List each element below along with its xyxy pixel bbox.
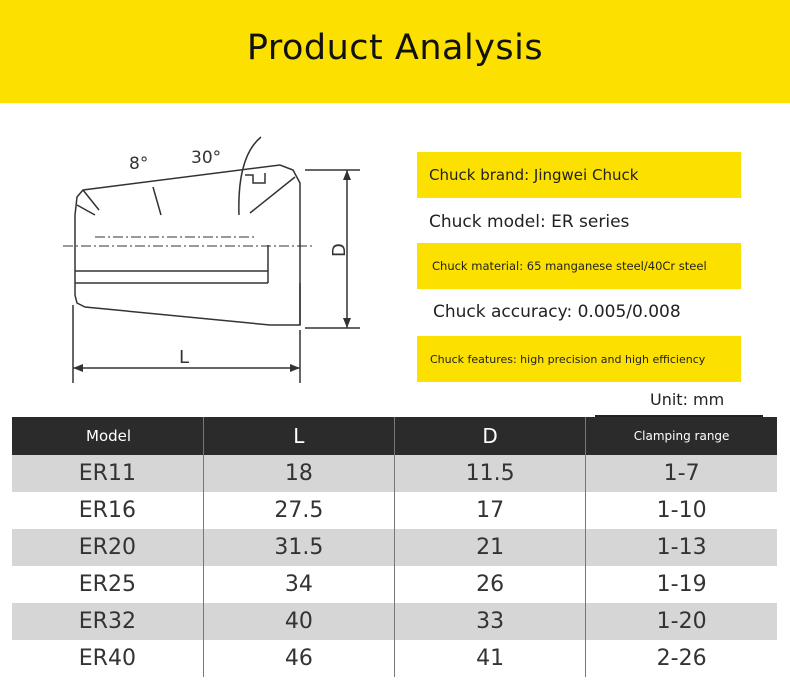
table-row [12, 529, 777, 566]
header-model: Model [12, 417, 203, 455]
cell-clamping-range: 1-7 [586, 455, 777, 492]
cell-d: 17 [395, 492, 586, 529]
table-row [12, 455, 777, 492]
cell-d: 41 [395, 640, 586, 677]
angle-8-label: 8° [129, 154, 149, 174]
cell-d: 11.5 [395, 455, 586, 492]
cell-l: 46 [203, 640, 394, 677]
cell-l: 34 [203, 566, 394, 603]
cell-l: 18 [203, 455, 394, 492]
spec-accuracy: Chuck accuracy: 0.005/0.008 [433, 301, 681, 322]
angle-30-label: 30° [191, 148, 222, 168]
collet-outline [75, 165, 300, 325]
spec-brand: Chuck brand: Jingwei Chuck [417, 152, 741, 198]
table-row [12, 603, 777, 640]
cell-l: 31.5 [203, 529, 394, 566]
spec-model: Chuck model: ER series [429, 211, 630, 232]
header-d: D [395, 417, 586, 455]
cell-d: 21 [395, 529, 586, 566]
spec-material: Chuck material: 65 manganese steel/40Cr steel [417, 243, 741, 289]
cell-model: ER20 [12, 529, 203, 566]
cell-clamping-range: 1-20 [586, 603, 777, 640]
cell-model: ER11 [12, 455, 203, 492]
header-clamping-range: Clamping range [586, 417, 777, 455]
cell-clamping-range: 2-26 [586, 640, 777, 677]
cell-d: 26 [395, 566, 586, 603]
cell-model: ER32 [12, 603, 203, 640]
cell-clamping-range: 1-13 [586, 529, 777, 566]
cell-model: ER25 [12, 566, 203, 603]
dimension-d-label: D [329, 243, 350, 257]
unit-label: Unit: mm [650, 390, 725, 409]
table-row [12, 492, 777, 529]
collet-drawing [55, 125, 375, 395]
dimension-l-label: L [179, 347, 190, 368]
page-title: Product Analysis [246, 28, 544, 68]
cell-clamping-range: 1-10 [586, 492, 777, 529]
cell-model: ER16 [12, 492, 203, 529]
cell-l: 27.5 [203, 492, 394, 529]
cell-l: 40 [203, 603, 394, 640]
spec-table [12, 417, 777, 677]
collet-diagram [55, 125, 375, 395]
title-banner [0, 0, 790, 103]
table-row [12, 640, 777, 677]
cell-model: ER40 [12, 640, 203, 677]
table-header-row [12, 417, 777, 455]
spec-features: Chuck features: high precision and high efficiency [417, 336, 741, 382]
table-row [12, 566, 777, 603]
header-l: L [203, 417, 394, 455]
cell-d: 33 [395, 603, 586, 640]
cell-clamping-range: 1-19 [586, 566, 777, 603]
